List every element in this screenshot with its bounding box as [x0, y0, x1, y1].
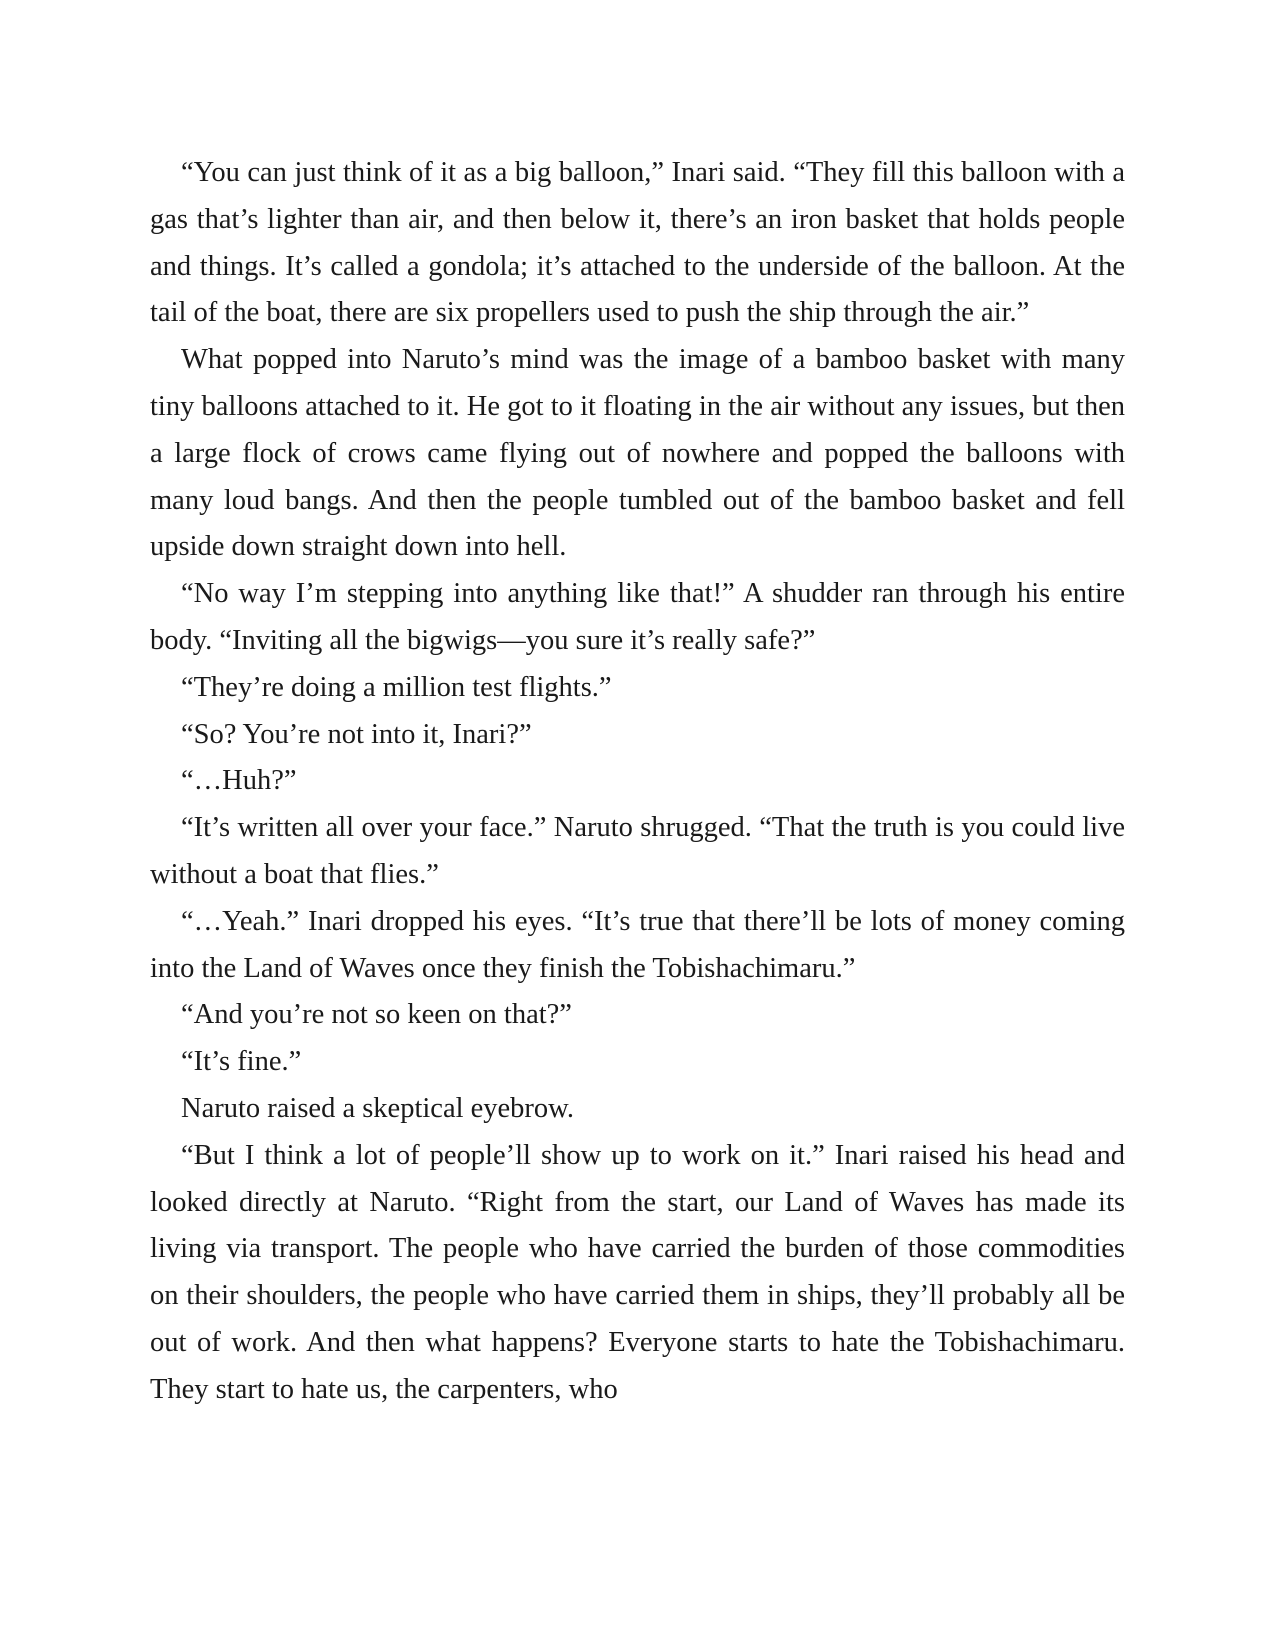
paragraph: Naruto raised a skeptical eyebrow. — [181, 1092, 575, 1124]
paragraph: “…Huh?” — [181, 765, 297, 797]
paragraph: “So? You’re not into it, Inari?” — [181, 718, 532, 750]
paragraph: “No way I’m stepping into anything like that!” A shudder ran through his entire body. “Inviting all the bigwigs—you sure it’s really safe?” — [150, 578, 1125, 656]
paragraph: “And you’re not so keen on that?” — [181, 999, 572, 1031]
paragraph: “They’re doing a million test flights.” — [181, 671, 612, 703]
paragraph: “It’s written all over your face.” Naruto shrugged. “That the truth is you could live without a boat that flies.” — [150, 812, 1125, 890]
body-text — [150, 150, 1125, 1414]
paragraph: “But I think a lot of people’ll show up to work on it.” Inari raised his head and looked directly at Naruto. “Right from the start, our Land of Waves has made its living via transport. The people who have carried the burden of those commodities on their shoulders, the people who have carried them in ships, they’ll probably all be out of work. And then what happens? Everyone starts to hate the Tobishachimaru. They start to hate us, the carpenters, who — [150, 1139, 1125, 1405]
paragraph: “You can just think of it as a big balloon,” Inari said. “They fill this balloon with a gas that’s lighter than air, and then below it, there’s an iron basket that holds people and things. It’s called a gondola; it’s attached to the underside of the balloon. At the tail of the boat, there are six propellers used to push the ship through the air.” — [150, 157, 1125, 329]
paragraph: “…Yeah.” Inari dropped his eyes. “It’s true that there’ll be lots of money coming into the Land of Waves once they finish the Tobishachimaru.” — [150, 905, 1125, 984]
paragraph: What popped into Naruto’s mind was the image of a bamboo basket with many tiny balloons attached to it. He got to it floating in the air without any issues, but then a large flock of crows came flying out of nowhere and popped the balloons with many loud bangs. And then the people tumbled out of the bamboo basket and fell upside down straight down into hell. — [150, 344, 1125, 563]
paragraph: “It’s fine.” — [181, 1046, 302, 1078]
